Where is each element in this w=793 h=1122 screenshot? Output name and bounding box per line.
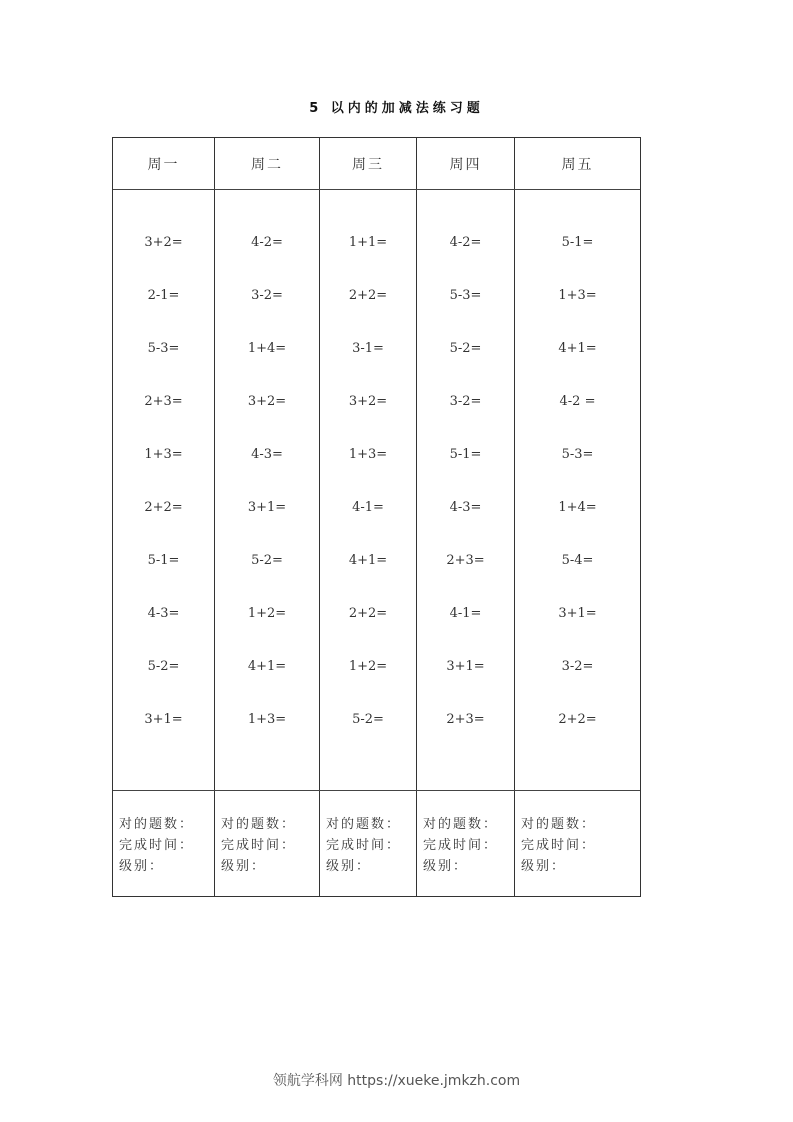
problem-item: 4+1=	[247, 659, 287, 674]
problem-item: 4-1=	[352, 500, 384, 515]
problem-item: 4+1=	[558, 341, 597, 356]
problem-item: 5-2=	[449, 341, 482, 356]
footer-cell-friday	[521, 814, 596, 877]
problem-item: 3+2=	[247, 394, 287, 409]
problem-item: 1+3=	[348, 447, 388, 462]
problem-item: 2+2=	[348, 288, 388, 303]
time-label: 完成时间：	[326, 838, 402, 853]
problem-item: 1+3=	[247, 712, 287, 727]
problem-item: 5-2=	[147, 659, 180, 674]
problem-item: 3+1=	[144, 712, 183, 727]
footer-cell-wednesday	[326, 814, 401, 877]
problem-item: 4-2=	[449, 235, 482, 250]
header-wednesday: 周三	[352, 157, 384, 173]
header-thursday: 周四	[449, 157, 482, 173]
problem-item: 2-1=	[147, 288, 180, 303]
problem-item: 1+2=	[247, 606, 287, 621]
problem-item: 2+3=	[446, 553, 485, 568]
header-monday: 周一	[147, 157, 180, 173]
problem-item: 5-2=	[352, 712, 384, 727]
page-title: 5 以内的加减法练习题	[309, 101, 484, 116]
problem-item: 1+3=	[558, 288, 597, 303]
problem-item: 5-1=	[147, 553, 180, 568]
problem-item: 4-1=	[449, 606, 482, 621]
level-label: 级别：	[221, 859, 267, 874]
problem-item: 1+4=	[558, 500, 597, 515]
header-tuesday: 周二	[251, 157, 283, 173]
problem-item: 2+2=	[558, 712, 597, 727]
column-divider	[514, 138, 515, 896]
correct-count-label: 对的题数：	[521, 817, 597, 832]
problem-item: 4-3=	[449, 500, 482, 515]
problem-item: 3-2=	[251, 288, 283, 303]
level-label: 级别：	[119, 859, 165, 874]
problem-item: 5-3=	[147, 341, 180, 356]
problem-item: 3+2=	[144, 235, 183, 250]
footer-cell-thursday	[423, 814, 498, 877]
problem-item: 1+2=	[348, 659, 388, 674]
footer-cell-monday	[119, 814, 194, 877]
problem-item: 4-3=	[251, 447, 283, 462]
time-label: 完成时间：	[119, 838, 195, 853]
correct-count-label: 对的题数：	[119, 817, 195, 832]
header-friday: 周五	[561, 157, 594, 173]
column-divider	[319, 138, 320, 896]
problem-item: 3+2=	[348, 394, 388, 409]
problem-item: 1+1=	[348, 235, 388, 250]
problem-item: 5-1=	[449, 447, 482, 462]
problem-item: 2+2=	[144, 500, 183, 515]
problem-item: 1+3=	[144, 447, 183, 462]
problem-item: 1+4=	[247, 341, 287, 356]
watermark: 领航学科网 https://xueke.jmkzh.com	[272, 1073, 521, 1089]
problem-item: 3-2=	[449, 394, 482, 409]
level-label: 级别：	[423, 859, 469, 874]
time-label: 完成时间：	[221, 838, 297, 853]
problem-item: 5-2=	[251, 553, 283, 568]
time-label: 完成时间：	[521, 838, 597, 853]
problem-item: 5-4=	[561, 553, 594, 568]
worksheet-table	[112, 137, 641, 897]
problem-item: 3+1=	[558, 606, 597, 621]
level-label: 级别：	[326, 859, 372, 874]
problem-item: 3-1=	[352, 341, 384, 356]
footer-cell-tuesday	[221, 814, 296, 877]
problem-item: 4-3=	[147, 606, 180, 621]
problem-item: 4-2=	[251, 235, 283, 250]
problem-item: 3-2=	[561, 659, 594, 674]
level-label: 级别：	[521, 859, 567, 874]
problem-item: 2+3=	[144, 394, 183, 409]
problem-item: 2+2=	[348, 606, 388, 621]
problem-item: 3+1=	[247, 500, 287, 515]
column-divider	[214, 138, 215, 896]
problem-item: 5-3=	[561, 447, 594, 462]
problem-item: 5-1=	[561, 235, 594, 250]
footer-divider	[113, 790, 640, 791]
correct-count-label: 对的题数：	[326, 817, 402, 832]
correct-count-label: 对的题数：	[423, 817, 499, 832]
correct-count-label: 对的题数：	[221, 817, 297, 832]
problem-item: 3+1=	[446, 659, 485, 674]
problem-item: 2+3=	[446, 712, 485, 727]
problem-item: 4-2 =	[559, 394, 596, 409]
time-label: 完成时间：	[423, 838, 499, 853]
problem-item: 5-3=	[449, 288, 482, 303]
column-divider	[416, 138, 417, 896]
problem-item: 4+1=	[348, 553, 388, 568]
